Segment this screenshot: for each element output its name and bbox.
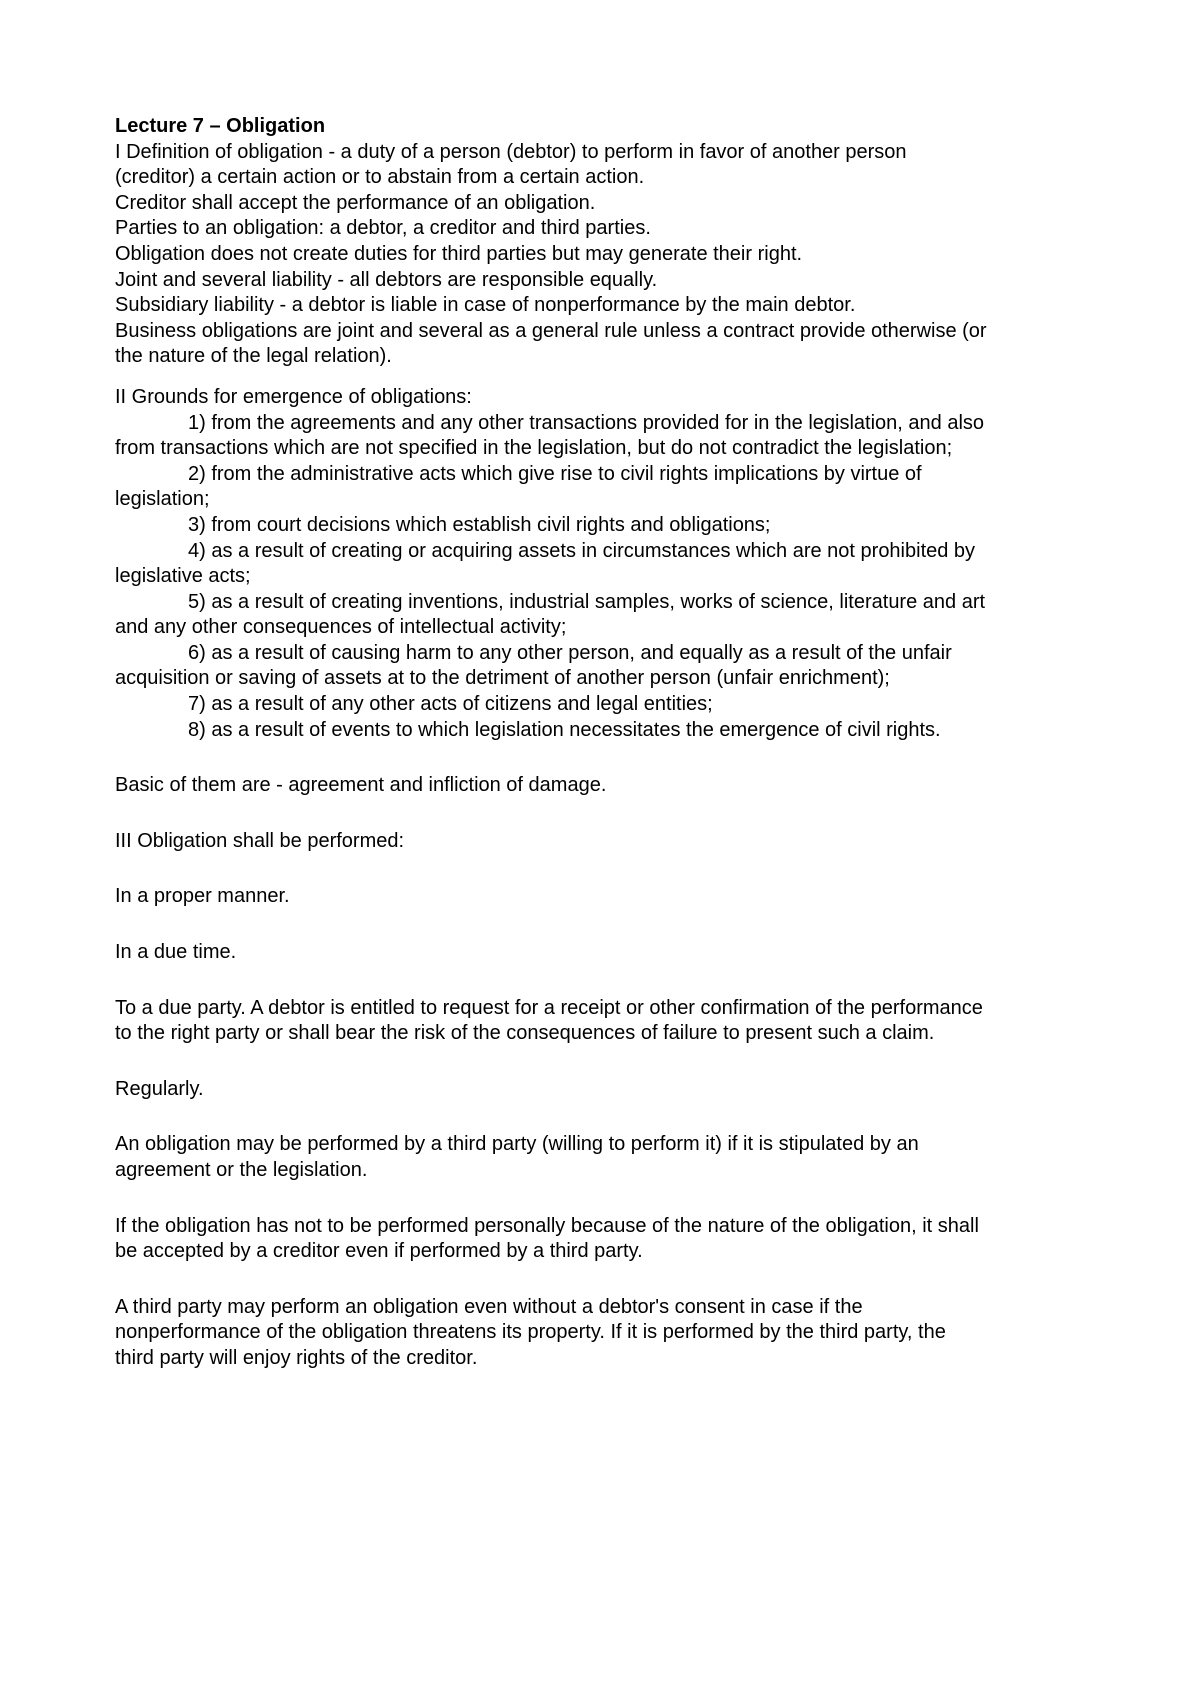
grounds-item: 1) from the agreements and any other transactions provided for in the legislation, and also from transactions which are not specified in the legislation, but do not contradict the legislation; <box>115 411 985 460</box>
proper-manner-paragraph: In a proper manner. <box>115 885 290 908</box>
grounds-item: 5) as a result of creating inventions, industrial samples, works of science, literature and art and any other consequences of intellectual activity; <box>115 590 986 639</box>
definition-line: I Definition of obligation - a duty of a person (debtor) to perform in favor of another person <box>115 140 907 163</box>
definition-line: Business obligations are joint and several as a general rule unless a contract provide otherwise (or <box>115 319 987 342</box>
basic-grounds-note: Basic of them are - agreement and infliction of damage. <box>115 774 607 797</box>
grounds-item: 4) as a result of creating or acquiring assets in circumstances which are not prohibited by legislative acts; <box>115 539 976 588</box>
regularly-paragraph: Regularly. <box>115 1077 204 1100</box>
grounds-item: 3) from court decisions which establish civil rights and obligations; <box>188 513 771 536</box>
due-party-paragraph: To a due party. A debtor is entitled to request for a receipt or other confirmation of the performance to the right party or shall bear the risk of the consequences of failure to present such a claim. <box>115 996 983 1045</box>
debtor-consent-paragraph: A third party may perform an obligation even without a debtor's consent in case if the nonperformance of the obligation threatens its property. If it is performed by the third party, the third party will enjoy rights of the creditor. <box>115 1295 946 1369</box>
definition-line: Parties to an obligation: a debtor, a creditor and third parties. <box>115 217 651 240</box>
definition-line: the nature of the legal relation). <box>115 345 392 368</box>
personal-performance-paragraph: If the obligation has not to be performed personally because of the nature of the obligation, it shall be accepted by a creditor even if performed by a third party. <box>115 1214 979 1263</box>
performance-heading: III Obligation shall be performed: <box>115 829 405 852</box>
due-time-paragraph: In a due time. <box>115 941 237 964</box>
definition-section <box>115 140 1095 370</box>
definition-line: Joint and several liability - all debtors are responsible equally. <box>115 268 658 291</box>
grounds-section <box>115 385 1095 743</box>
definition-line: Obligation does not create duties for third parties but may generate their right. <box>115 242 803 265</box>
grounds-item: 8) as a result of events to which legislation necessitates the emergence of civil rights. <box>188 718 941 741</box>
document-body <box>115 114 1095 1372</box>
definition-line: (creditor) a certain action or to abstain from a certain action. <box>115 166 645 189</box>
grounds-item: 2) from the administrative acts which give rise to civil rights implications by virtue of legislation; <box>115 462 922 511</box>
grounds-item: 7) as a result of any other acts of citizens and legal entities; <box>188 693 713 716</box>
definition-line: Subsidiary liability - a debtor is liable in case of nonperformance by the main debtor. <box>115 294 856 317</box>
lecture-title: Lecture 7 – Obligation <box>115 115 326 137</box>
grounds-item: 6) as a result of causing harm to any other person, and equally as a result of the unfair acquisition or saving of assets at to the detriment of another person (unfair enrichment); <box>115 641 952 690</box>
grounds-heading: II Grounds for emergence of obligations: <box>115 385 472 408</box>
definition-line: Creditor shall accept the performance of an obligation. <box>115 191 596 214</box>
third-party-paragraph: An obligation may be performed by a third party (willing to perform it) if it is stipulated by an agreement or the legislation. <box>115 1133 919 1181</box>
